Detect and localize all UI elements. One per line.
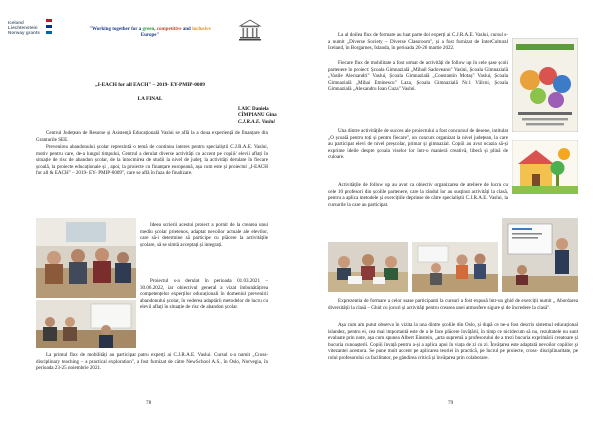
- eea-grants-logo: [8, 20, 40, 36]
- paragraph: Așa cum am putut observa în vizita la una dintre școlile din Oslo, și după ce ne-a fost descris sistemul educațional islandez, pentru ei, cea mai importantă este de a le face plăcere învățării, în timp ce nicidecum să nu, rezultatele nu sunt evaluate prin note, așa cum spunea Albert Einstein, „arta supremă a profesorului de a trezi bucuria exprimării creatoare și bucuria cunoașterii. Copiii învață pentru a-și a aplica apoi în viața de zi cu zi. Învățarea este adaptată nevoilor copiilor și vitezantei acestora. Se pune mult accent pe aplicarea teoriei în practică, pe lucrul pe proiecte, cross- disciplinaritate, pe rolul profesorului ca facilitator, pe gândirea critică și învățarea prin colaborare.: [328, 322, 578, 361]
- guide-book-cover: [512, 38, 578, 132]
- institution-crest-icon: [238, 18, 262, 42]
- photo-classroom-session: [36, 300, 136, 348]
- paragraph: Exprezentia de formare a celor ssase participanti la cursuri a fost expusă într-un ghid de exerciții numit „ Abordarea diversității la clasă – Ghid cu jocuri și activități pentru crearea unei atmosfere sigure și de încredere la clasă".: [328, 298, 578, 311]
- author-2: CÎMPIANU Gina: [238, 112, 277, 119]
- paragraph: Activitățile de follow up au avut ca obiectiv organizarea de ateliere de lucru cu cele 10 profesori din școlile partenere, care la rândul lor au susținut activități la clasă, pentru a aplica metodele și exercițiile deprinse de către specialiștii C.J.R.A.E. Vaslui, la cursurile la care au participat.: [328, 182, 508, 208]
- photo-meeting-room: [36, 218, 136, 298]
- paragraph: Ideea scrierii acestui proiect a pornit de la crearea unui mediu școlar prietenos, adaptat nevoilor actuale ale elevilor, care să-i determine să participe cu plăcere la activitățile școlare, să se simtă acceptați și integrați.: [140, 222, 268, 248]
- project-motto: "Working together for a green, competitive and inclusive Europe": [89, 27, 211, 38]
- page-number: 79: [448, 400, 454, 406]
- paragraph: Fiecare flux de mobilitate a fost urmat de activități de follow up în cele șase școli partenere în proiect: Școala Gimnazială „Mihail Sadoveanu" Vaslui, Școala Gimnazială „Vasile Alecsandri" Vaslui, Școala Gimnazială „Constantin Motaș" Vaslui, Școala Gimnazială „Mihai Eminescu" Laza, Școala Gimnazială Nr.1 Vâlcni, Școala Gimnazială „Alexandru Ioan Cuza" Vaslui.: [328, 60, 508, 93]
- logo-bars-icon: [46, 17, 56, 37]
- photo-student-drawing: [512, 140, 578, 194]
- author-1: LAIC Daniela: [238, 106, 269, 112]
- photo-workshop-table: [328, 242, 408, 292]
- paragraph: La al doilea flux de formare au luat parte doi experți ai C.J.R.A.E. Vaslui, cursul s-a numit „Diverse Society – Diverse Classroom", și a fost furnizat de InterCultural Iceland, în Borgarnes, Islanda, în perioada 20-26 martie 2022.: [328, 32, 508, 52]
- paragraph: Centrul Județean de Resurse și Asistență Educațională Vaslui se află la a doua experiență de finanțare din Granturile SEE.: [36, 130, 268, 143]
- logo-line-liechtenstein: Liechtenstein: [8, 25, 38, 31]
- section-title: LA FINAL: [137, 96, 163, 102]
- author-institution: C.J.R.A.E. Vaslui: [238, 118, 275, 125]
- paragraph: Una dintre activitățile de succes ale proiectului a fost concursul de desene, intitulat „O școală pentru toți și pentru fiecare", un concurs organizat la nivel județean, la care au participat elevi de nivel preșcolar, primar și gimnazial. Copiii au avut ocazia să-și exprime ideile despre școala viselor lor într-o manieră creativă, liberă și plină de culoare.: [328, 128, 508, 161]
- page-number: 78: [146, 400, 152, 406]
- photo-group-activity: [412, 242, 498, 292]
- photo-whiteboard-presentation: [502, 218, 578, 292]
- paragraph: Proiectul s-a derulat în perioada 01.03.2021 – 30.06.2022, iar obiectivul general a vizat îmbunătățirea competențelor experților educaționali în domeniul prevenirii abandonului școlar, în vederea adaptării metodelor de lucru cu elevii aflați în situație de risc de abandon școlar.: [140, 278, 268, 311]
- logo-line-iceland: Iceland: [8, 20, 24, 25]
- logo-line-norway: Norway grants: [8, 30, 40, 36]
- paragraph: Prevenirea abandonului școlar reprezintă o temă de continuu interes pentru specialiștii C.J.R.A.E. Vaslui, motiv pentru care, de-a lungul timpului, Centrul a derulat diverse activități cu accent pe copiii/ elevii aflați în situație de risc de abandon școlar, de la întocmirea de studii la nivel de județ, la activități derulate în fiecare școală, la proiecte educaționale și , apoi, la proiecte cu finanțare europeană, așa cum este și proiectul „I-EACH for all & EACH" – 2019- EY- PMIP-0009", care se află în faza de finalizare.: [36, 144, 268, 177]
- paragraph: La primul flux de mobilități au participat patru experți ai C.J.R.A.E. Vaslui. Cursul s-a numit „Cross-disciplinary teaching – a practical exploration", a fost furnizat de către NewSchool A.S., în Oslo, Norvegia, în perioada 23-25 noiembrie 2021.: [36, 352, 268, 372]
- right-page: [300, 0, 600, 424]
- project-title: „I-EACH for all EACH" – 2019- EY-PMIP-0009: [95, 82, 205, 88]
- authors: [238, 106, 298, 125]
